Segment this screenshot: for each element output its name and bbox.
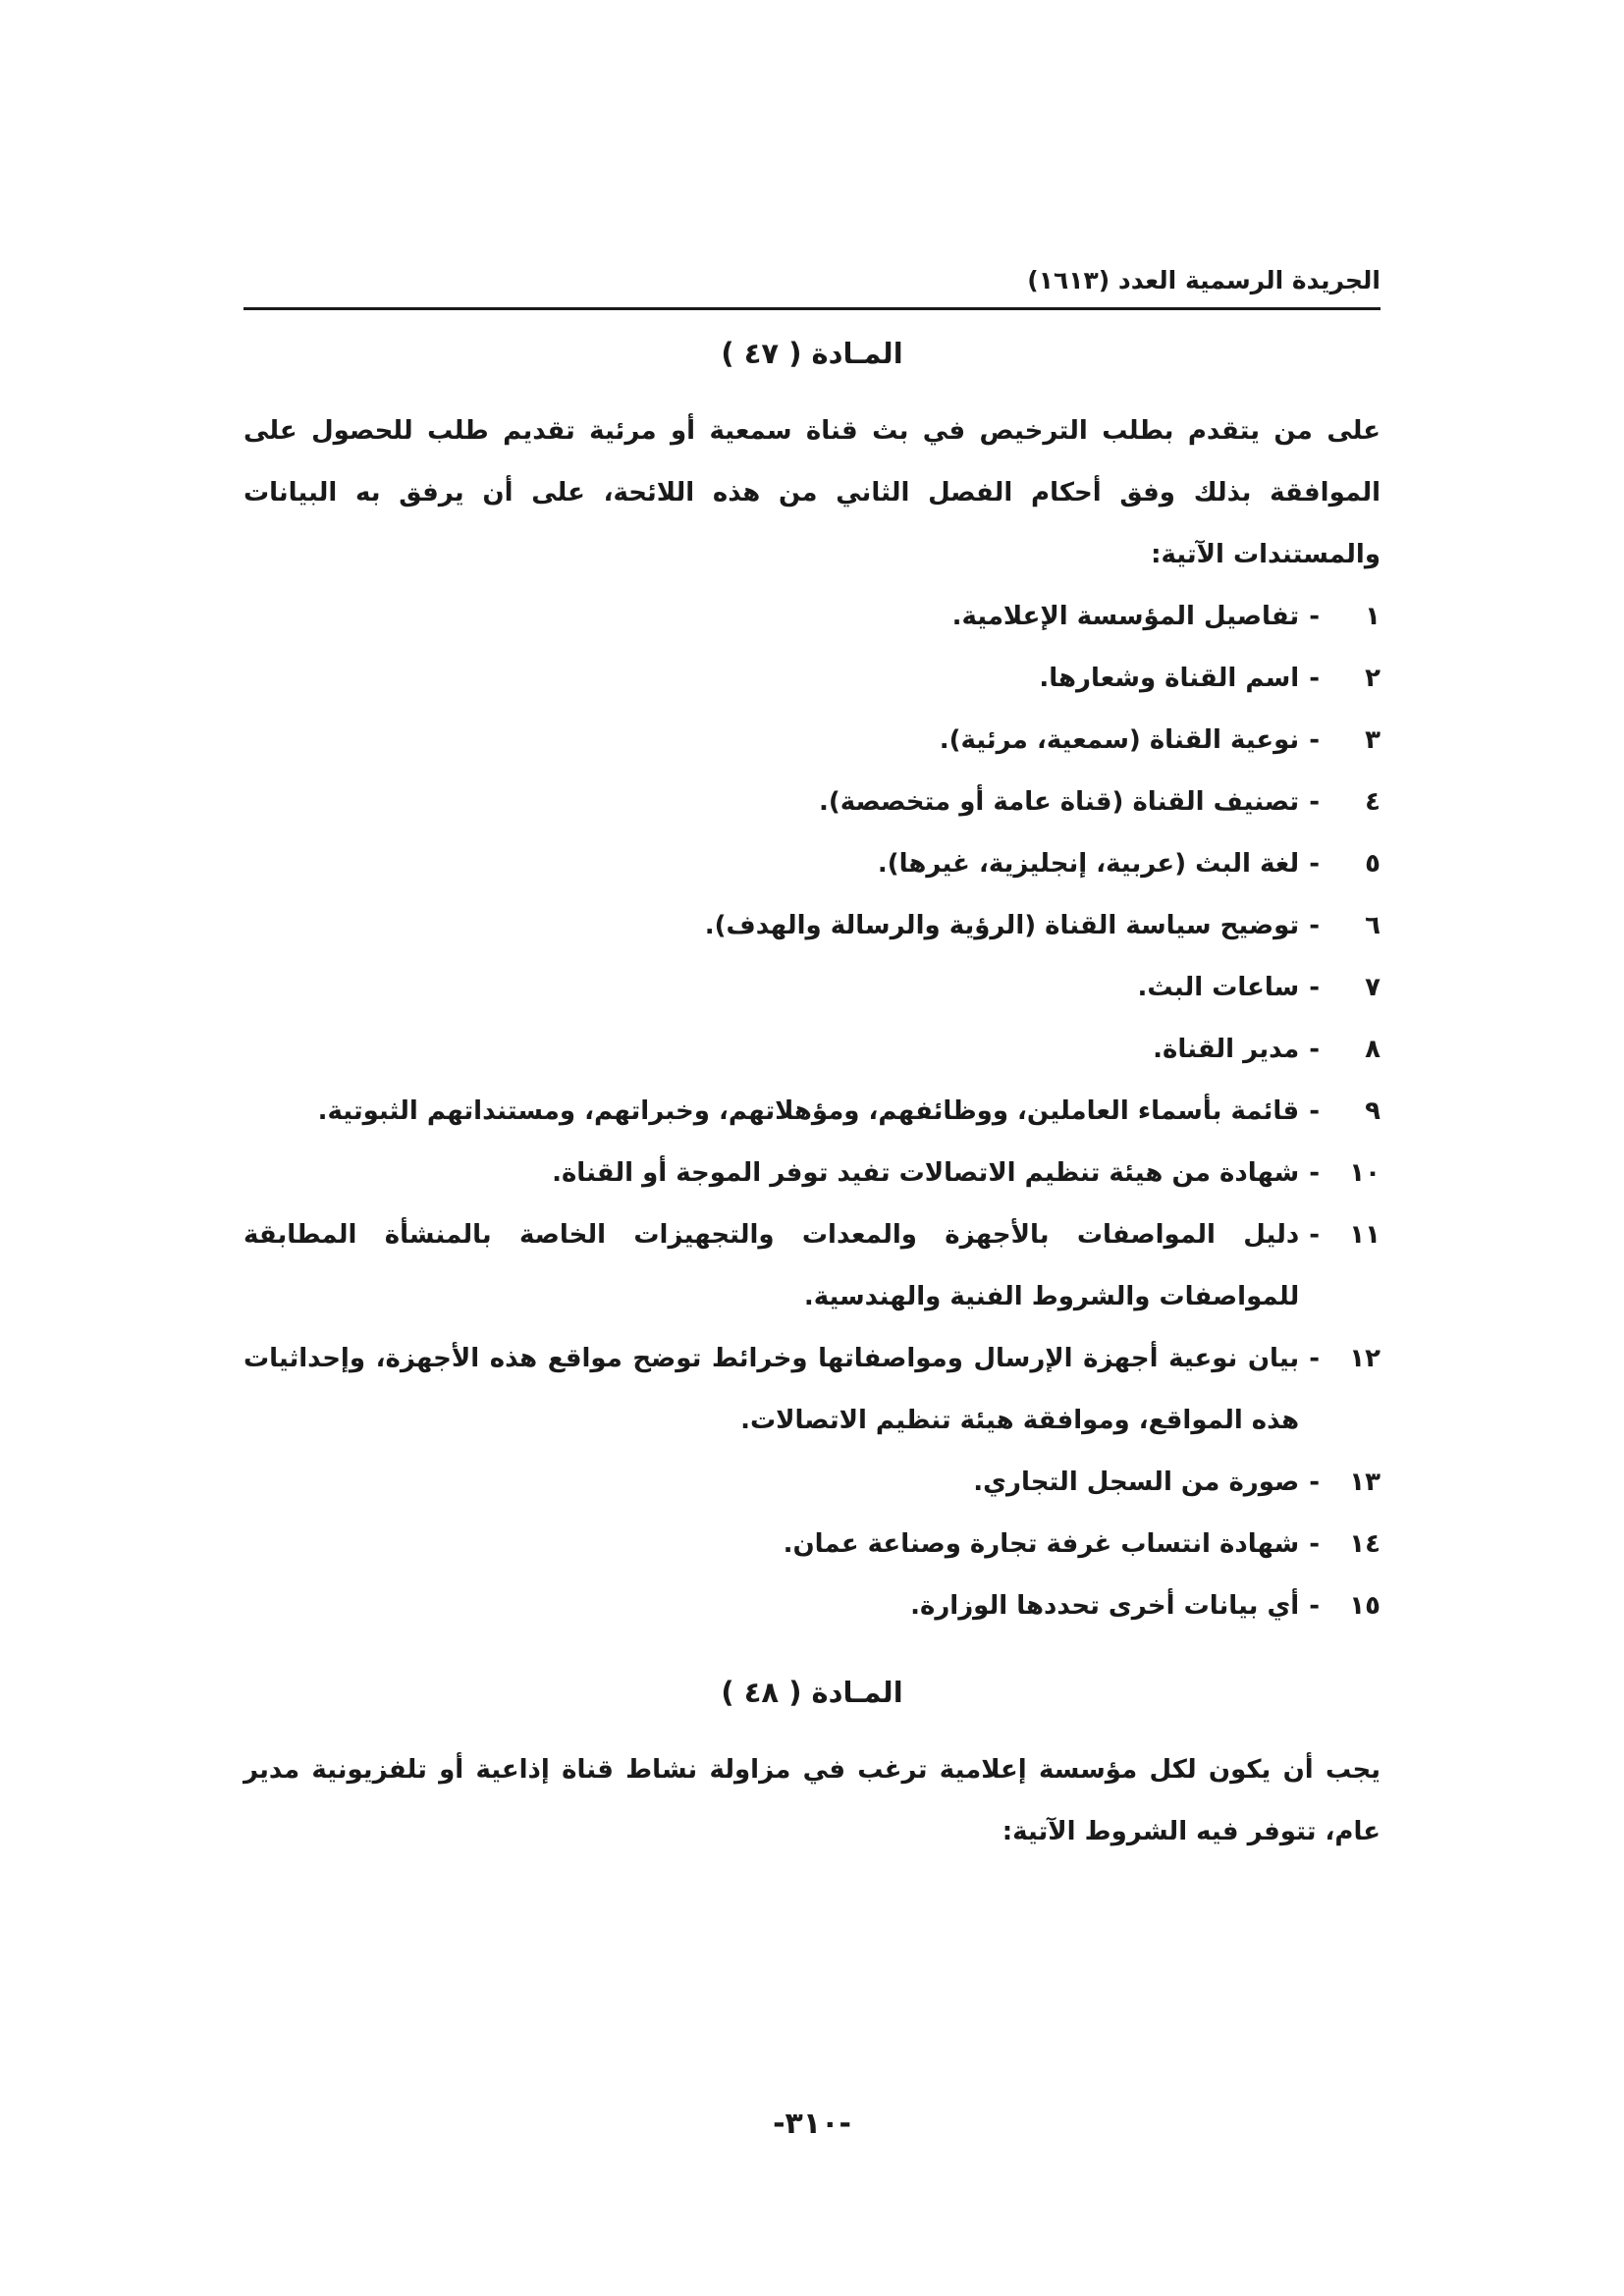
list-item-text: تصنيف القناة (قناة عامة أو متخصصة). <box>818 787 1300 817</box>
list-item-dash: - <box>1309 849 1320 879</box>
list-item-number: ٧ <box>1365 973 1380 1002</box>
list-item-number: ٩ <box>1365 1096 1380 1126</box>
list-item-text: ساعات البث. <box>1137 973 1300 1002</box>
list-item <box>244 1019 1380 1081</box>
list-item <box>244 1204 1380 1328</box>
list-item <box>244 648 1380 710</box>
list-item <box>244 895 1380 957</box>
list-item <box>244 1328 1380 1452</box>
list-item-dash: - <box>1309 1035 1320 1064</box>
header-divider <box>244 307 1380 310</box>
list-item <box>244 1575 1380 1637</box>
page-content <box>244 324 1380 1863</box>
article-47-title: المـادة ( ٤٧ ) <box>721 337 903 370</box>
list-item-dash: - <box>1309 1096 1320 1126</box>
list-item <box>244 833 1380 895</box>
article-47-intro: على من يتقدم بطلب الترخيص في بث قناة سمعية أو مرئية تقديم طلب للحصول على الموافقة بذلك وفق أحكام الفصل الثاني من هذه اللائحة، على أن يرفق به البيانات والمستندات الآتية: <box>244 416 1380 569</box>
list-item <box>244 772 1380 833</box>
list-item-number: ١٢ <box>1349 1344 1380 1373</box>
list-item-dash: - <box>1309 1591 1320 1621</box>
list-item-dash: - <box>1309 973 1320 1002</box>
list-item <box>244 1452 1380 1514</box>
list-item-dash: - <box>1309 1468 1320 1497</box>
list-item-number: ١٣ <box>1349 1468 1380 1497</box>
running-header: الجريدة الرسمية العدد (١٦١٣) <box>1027 266 1380 294</box>
list-item <box>244 1143 1380 1204</box>
list-item-dash: - <box>1309 725 1320 755</box>
article-47 <box>244 324 1380 1637</box>
list-item-dash: - <box>1309 1529 1320 1559</box>
list-item-dash: - <box>1309 911 1320 940</box>
article-48 <box>244 1663 1380 1863</box>
list-item-number: ١٤ <box>1349 1529 1380 1559</box>
list-item-number: ٥ <box>1365 849 1380 879</box>
list-item-text: تفاصيل المؤسسة الإعلامية. <box>951 602 1300 631</box>
list-item-text: دليل المواصفات بالأجهزة والمعدات والتجهيزات الخاصة بالمنشأة المطابقة للمواصفات والشروط الفنية والهندسية. <box>244 1220 1300 1311</box>
page-number: -٣١٠- <box>773 2107 851 2141</box>
list-item-number: ١١ <box>1349 1220 1380 1250</box>
list-item-dash: - <box>1309 1344 1320 1373</box>
list-item-text: توضيح سياسة القناة (الرؤية والرسالة والهدف). <box>704 911 1300 940</box>
list-item <box>244 1081 1380 1143</box>
list-item-text: لغة البث (عربية، إنجليزية، غيرها). <box>877 849 1300 879</box>
list-item-number: ١٥ <box>1349 1591 1380 1621</box>
list-item-text: مدير القناة. <box>1153 1035 1300 1064</box>
list-item-text: اسم القناة وشعارها. <box>1039 664 1300 693</box>
list-item-text: قائمة بأسماء العاملين، ووظائفهم، ومؤهلاتهم، وخبراتهم، ومستنداتهم الثبوتية. <box>317 1096 1300 1126</box>
list-item-text: أي بيانات أخرى تحددها الوزارة. <box>910 1591 1300 1621</box>
list-item-text: بيان نوعية أجهزة الإرسال ومواصفاتها وخرائط توضح مواقع هذه الأجهزة، وإحداثيات هذه المواقع، وموافقة هيئة تنظيم الاتصالات. <box>244 1344 1300 1435</box>
list-item-number: ١ <box>1365 602 1380 631</box>
list-item-text: صورة من السجل التجاري. <box>973 1468 1300 1497</box>
list-item-number: ١٠ <box>1349 1158 1380 1188</box>
list-item-number: ٨ <box>1365 1035 1380 1064</box>
list-item-number: ٣ <box>1365 725 1380 755</box>
list-item <box>244 710 1380 772</box>
article-48-title: المـادة ( ٤٨ ) <box>721 1676 903 1709</box>
list-item-text: شهادة انتساب غرفة تجارة وصناعة عمان. <box>783 1529 1300 1559</box>
article-48-text: يجب أن يكون لكل مؤسسة إعلامية ترغب في مزاولة نشاط قناة إذاعية أو تلفزيونية مدير عام، تتوفر فيه الشروط الآتية: <box>244 1755 1380 1846</box>
list-item <box>244 957 1380 1019</box>
list-item-number: ٦ <box>1365 911 1380 940</box>
list-item <box>244 586 1380 648</box>
list-item-number: ٤ <box>1365 787 1380 817</box>
article-47-item-list <box>244 586 1380 1637</box>
list-item-text: نوعية القناة (سمعية، مرئية). <box>939 725 1300 755</box>
list-item-dash: - <box>1309 664 1320 693</box>
list-item-dash: - <box>1309 1220 1320 1250</box>
list-item-number: ٢ <box>1365 664 1380 693</box>
list-item-text: شهادة من هيئة تنظيم الاتصالات تفيد توفر الموجة أو القناة. <box>552 1158 1300 1188</box>
list-item-dash: - <box>1309 1158 1320 1188</box>
list-item <box>244 1514 1380 1575</box>
list-item-dash: - <box>1309 602 1320 631</box>
list-item-dash: - <box>1309 787 1320 817</box>
